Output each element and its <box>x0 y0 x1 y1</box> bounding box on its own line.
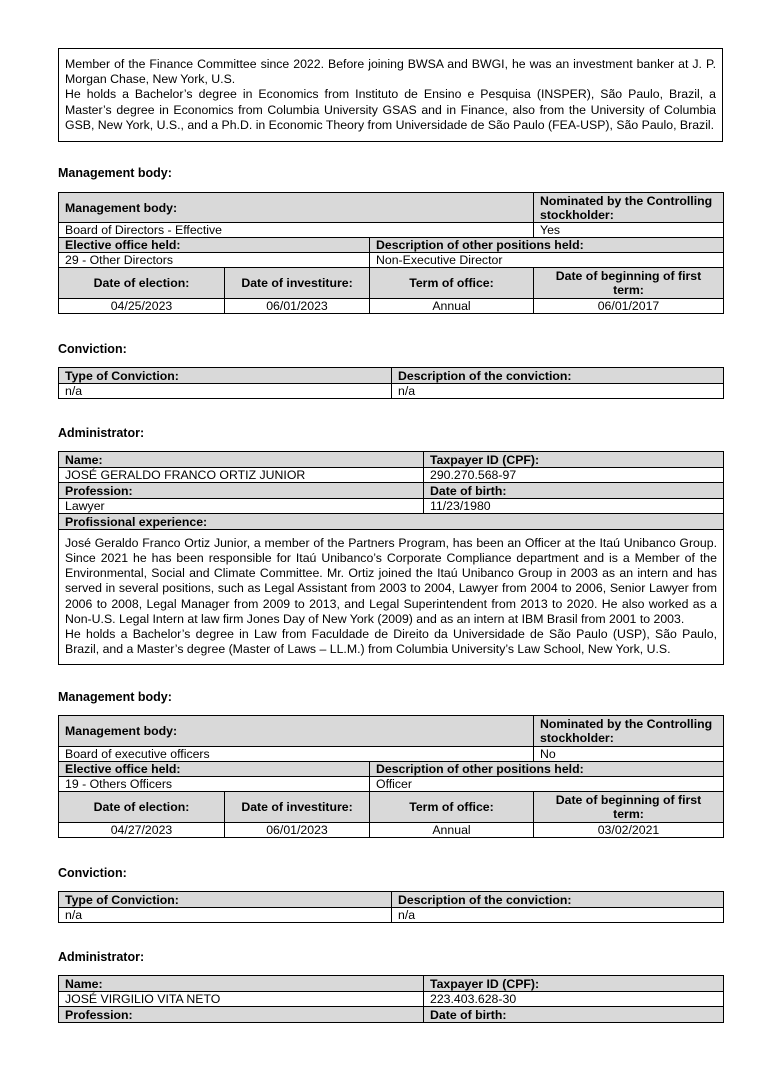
conviction-description-label: Description of the conviction: <box>392 368 724 384</box>
section-title-management-body: Management body: <box>58 690 172 704</box>
conviction-type-label: Type of Conviction: <box>59 368 392 384</box>
date-of-election-label: Date of election: <box>59 792 225 823</box>
conviction-description-value: n/a <box>392 384 724 399</box>
elective-office-label: Elective office held: <box>59 238 370 253</box>
conviction-table <box>58 367 724 399</box>
management-body-value: Board of Directors - Effective <box>59 223 534 238</box>
other-positions-value: Non-Executive Director <box>370 253 724 268</box>
date-of-investiture-value: 06/01/2023 <box>225 299 370 314</box>
elective-office-value: 19 - Others Officers <box>59 777 370 792</box>
term-of-office-label: Term of office: <box>370 792 534 823</box>
taxpayer-id-value: 223.403.628-30 <box>424 992 724 1007</box>
section-title-administrator: Administrator: <box>58 426 145 440</box>
other-positions-label: Description of other positions held: <box>370 762 724 777</box>
taxpayer-id-label: Taxpayer ID (CPF): <box>424 452 724 468</box>
first-term-value: 03/02/2021 <box>534 823 724 838</box>
taxpayer-id-value: 290.270.568-97 <box>424 468 724 483</box>
professional-experience-text <box>59 530 724 665</box>
management-body-value: Board of executive officers <box>59 747 534 762</box>
section-title-administrator: Administrator: <box>58 950 145 964</box>
experience-paragraph: He holds a Bachelor’s degree in Law from Faculdade de Direito da Universidade de São Paulo (USP), São Paulo, Brazil, and a Master’s degree (Master of Laws – LL.M.) from Columbia University’s Law School, New York, U.S. <box>65 626 717 657</box>
administrator-table <box>58 451 724 665</box>
profession-value: Lawyer <box>59 499 424 514</box>
name-label: Name: <box>59 452 424 468</box>
date-of-birth-label: Date of birth: <box>424 483 724 499</box>
management-body-table <box>58 192 724 314</box>
intro-text <box>59 49 723 142</box>
conviction-description-label: Description of the conviction: <box>392 892 724 908</box>
date-of-birth-value: 11/23/1980 <box>424 499 724 514</box>
conviction-type-value: n/a <box>59 908 392 923</box>
section-title-conviction: Conviction: <box>58 866 127 880</box>
management-body-table <box>58 715 724 838</box>
elective-office-label: Elective office held: <box>59 762 370 777</box>
taxpayer-id-label: Taxpayer ID (CPF): <box>424 976 724 992</box>
administrator-table <box>58 975 724 1023</box>
section-title-management-body: Management body: <box>58 166 172 180</box>
date-of-birth-label: Date of birth: <box>424 1007 724 1023</box>
date-of-election-value: 04/27/2023 <box>59 823 225 838</box>
profession-label: Profession: <box>59 483 424 499</box>
date-of-investiture-value: 06/01/2023 <box>225 823 370 838</box>
first-term-value: 06/01/2017 <box>534 299 724 314</box>
conviction-type-value: n/a <box>59 384 392 399</box>
conviction-table <box>58 891 724 923</box>
management-body-label: Management body: <box>59 716 534 747</box>
intro-paragraph: Member of the Finance Committee since 2022. Before joining BWSA and BWGI, he was an investment banker at J. P. Morgan Chase, New York, U.S. <box>65 56 716 87</box>
date-of-investiture-label: Date of investiture: <box>225 792 370 823</box>
name-value: JOSÉ GERALDO FRANCO ORTIZ JUNIOR <box>59 468 424 483</box>
date-of-investiture-label: Date of investiture: <box>225 268 370 299</box>
first-term-label: Date of beginning of first term: <box>534 268 724 299</box>
name-value: JOSÉ VIRGILIO VITA NETO <box>59 992 424 1007</box>
nominated-label: Nominated by the Controlling stockholder: <box>534 193 724 223</box>
elective-office-value: 29 - Other Directors <box>59 253 370 268</box>
name-label: Name: <box>59 976 424 992</box>
conviction-type-label: Type of Conviction: <box>59 892 392 908</box>
nominated-value: No <box>534 747 724 762</box>
term-of-office-value: Annual <box>370 299 534 314</box>
date-of-election-label: Date of election: <box>59 268 225 299</box>
experience-paragraph: José Geraldo Franco Ortiz Junior, a member of the Partners Program, has been an Officer at the Itaú Unibanco Group. Since 2021 he has been responsible for Itaú Unibanco’s Corporate Compliance department and is a Member of the Environmental, Social and Climate Committee. Mr. Ortiz joined the Itaú Unibanco Group in 2003 as an intern and has served in several positions, such as Legal Assistant from 2003 to 2004, Lawyer from 2004 to 2006, Senior Lawyer from 2006 to 2008, Legal Manager from 2009 to 2013, and Legal Superintendent from 2013 to 2020. He also worked as a Non-U.S. Legal Intern at law firm Jones Day of New York (2009) and as an intern at IBM Brasil from 2001 to 2003. <box>65 535 717 626</box>
intro-paragraph: He holds a Bachelor’s degree in Economics from Instituto de Ensino e Pesquisa (INSPER), São Paulo, Brazil, a Master’s degree in Economics from Columbia University GSAS and in Finance, also from the University of Columbia GSB, New York, U.S., and a Ph.D. in Economic Theory from Universidade de São Paulo (FEA-USP), São Paulo, Brazil. <box>65 87 716 132</box>
intro-box <box>58 48 723 142</box>
term-of-office-label: Term of office: <box>370 268 534 299</box>
term-of-office-value: Annual <box>370 823 534 838</box>
nominated-value: Yes <box>534 223 724 238</box>
other-positions-value: Officer <box>370 777 724 792</box>
profession-label: Profession: <box>59 1007 424 1023</box>
professional-experience-label: Profissional experience: <box>59 514 724 530</box>
date-of-election-value: 04/25/2023 <box>59 299 225 314</box>
management-body-label: Management body: <box>59 193 534 223</box>
nominated-label: Nominated by the Controlling stockholder: <box>534 716 724 747</box>
other-positions-label: Description of other positions held: <box>370 238 724 253</box>
section-title-conviction: Conviction: <box>58 342 127 356</box>
first-term-label: Date of beginning of first term: <box>534 792 724 823</box>
conviction-description-value: n/a <box>392 908 724 923</box>
